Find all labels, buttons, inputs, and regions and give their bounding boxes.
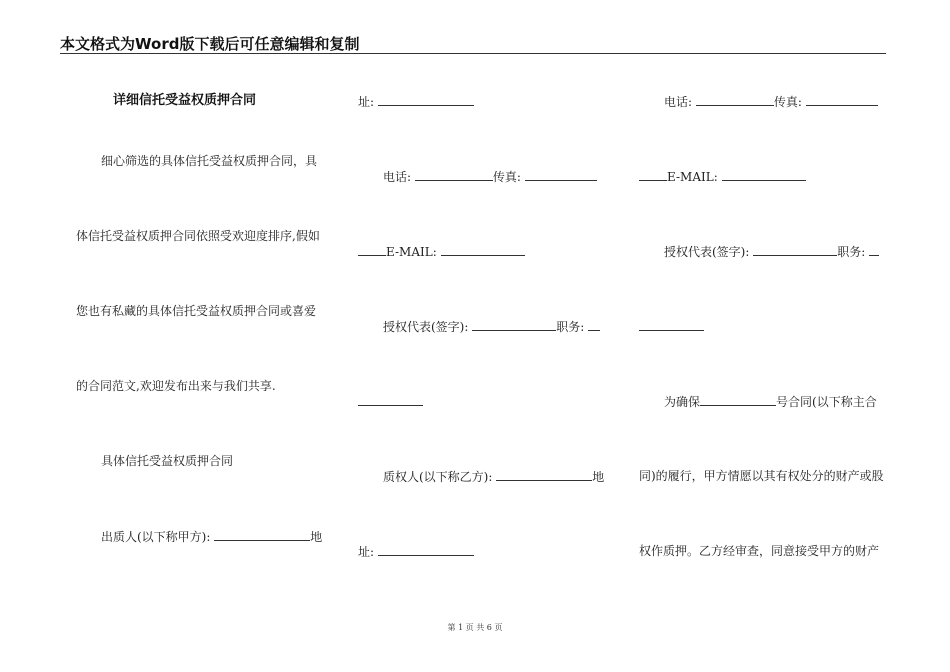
pledgor-line <box>101 529 322 544</box>
phone-fax-line-b <box>664 94 878 109</box>
auth-rep-blank-b <box>753 244 837 256</box>
intro-line-3: 您也有私藏的具体信托受益权质押合同或喜爱 <box>76 304 317 318</box>
auth-rep-label-b: 授权代表(签字): <box>664 245 750 259</box>
guarantee-line-1 <box>664 394 877 409</box>
address-label-2: 址: <box>358 545 375 559</box>
guarantee-text-b: 号合同(以下称主合 <box>776 395 877 409</box>
position-continue-blank <box>358 394 423 406</box>
guarantee-line-3: 权作质押。乙方经审查，同意接受甲方的财产 <box>639 544 880 558</box>
pledgee-address-start: 地 <box>592 470 605 484</box>
pledgee-line <box>383 469 604 484</box>
position-label-b: 职务: <box>837 245 866 259</box>
phone-label-b: 电话: <box>664 95 693 109</box>
email-pre-blank-b <box>639 169 667 181</box>
guarantee-text-a: 为确保 <box>664 395 701 409</box>
address-label: 址: <box>358 95 375 109</box>
address-blank <box>378 94 474 106</box>
phone-blank-b <box>696 94 774 106</box>
email-blank-b <box>722 169 806 181</box>
pledgor-blank <box>214 529 310 541</box>
phone-fax-line <box>383 169 597 184</box>
intro-line-2: 体信托受益权质押合同依照受欢迎度排序,假如 <box>76 229 320 243</box>
address-line-1 <box>358 94 474 109</box>
email-line-b <box>639 169 806 184</box>
email-label: E-MAIL: <box>386 245 437 259</box>
fax-blank <box>525 169 597 181</box>
pledgee-label: 质权人(以下称乙方): <box>383 470 493 484</box>
address-blank-2 <box>378 544 474 556</box>
email-label-b: E-MAIL: <box>667 170 718 184</box>
email-pre-blank <box>358 244 386 256</box>
position-continue-blank-b <box>639 319 704 331</box>
address-line-2 <box>358 544 474 559</box>
header-rule <box>60 53 886 54</box>
intro-line-1: 细心筛选的具体信托受益权质押合同，具 <box>101 154 318 168</box>
guarantee-line-2: 同)的履行，甲方情愿以其有权处分的财产或股 <box>639 469 884 483</box>
auth-rep-label: 授权代表(签字): <box>383 320 469 334</box>
pledgor-label: 出质人(以下称甲方): <box>101 530 211 544</box>
auth-rep-blank <box>472 319 556 331</box>
fax-blank-b <box>806 94 878 106</box>
auth-rep-line-b <box>664 244 879 259</box>
email-line <box>358 244 525 259</box>
contract-subtitle: 具体信托受益权质押合同 <box>101 454 234 468</box>
fax-label: 传真: <box>492 170 521 184</box>
email-blank <box>441 244 525 256</box>
contract-title: 详细信托受益权质押合同 <box>113 93 257 108</box>
position-continue-line <box>358 394 423 409</box>
position-continue-line-b <box>639 319 704 334</box>
page-footer: 第 1 页 共 6 页 <box>447 623 503 632</box>
position-label: 职务: <box>556 320 585 334</box>
contract-number-blank <box>700 394 776 406</box>
auth-rep-line <box>383 319 600 334</box>
fax-label-b: 传真: <box>773 95 802 109</box>
phone-label: 电话: <box>383 170 412 184</box>
pledgor-address-start: 地 <box>310 530 323 544</box>
document-header: 本文格式为Word版下载后可任意编辑和复制 <box>60 35 360 53</box>
position-blank <box>588 319 600 331</box>
phone-blank <box>415 169 493 181</box>
pledgee-blank <box>496 469 592 481</box>
position-blank-b <box>869 244 879 256</box>
intro-line-4: 的合同范文,欢迎发布出来与我们共享. <box>76 379 276 393</box>
